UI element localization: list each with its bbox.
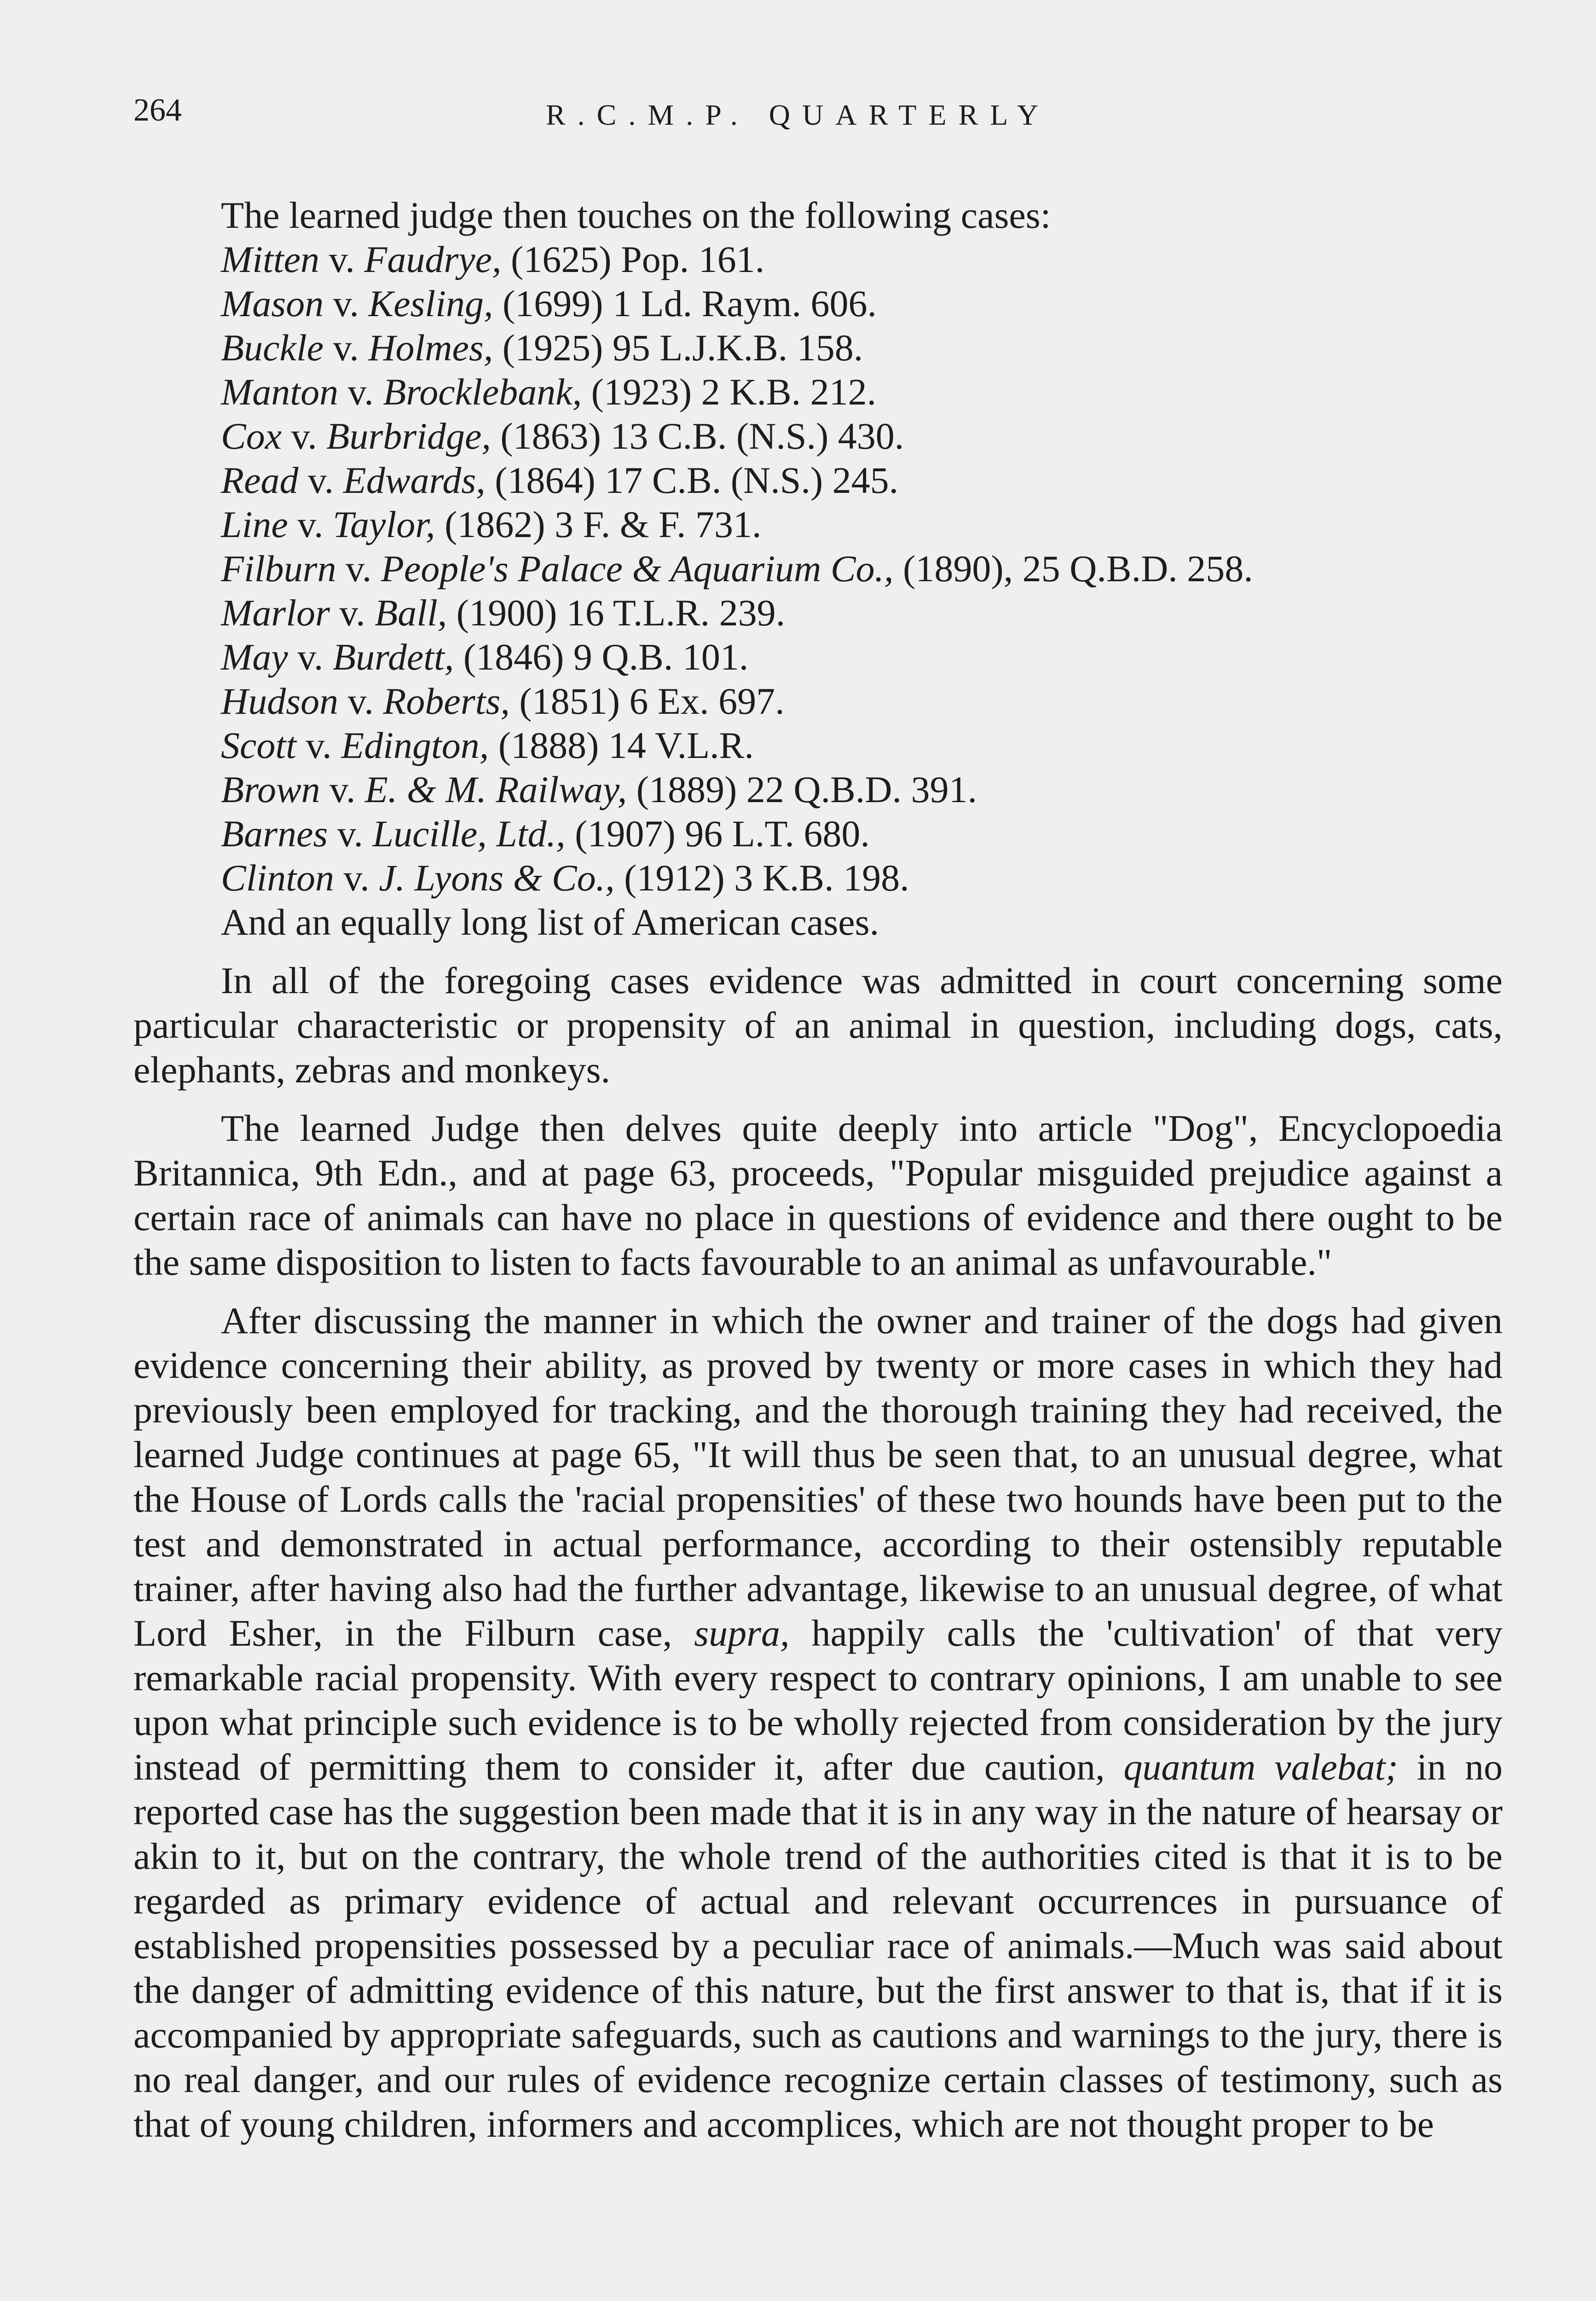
case-reference: (1864) 17 C.B. (N.S.) 245.: [485, 459, 899, 501]
case-party-plaintiff: Scott: [221, 724, 296, 766]
case-citation: [221, 723, 1503, 768]
italic-quantum-valebat: quantum valebat;: [1123, 1746, 1398, 1788]
case-party-plaintiff: Marlor: [221, 592, 330, 634]
case-party-defendant: Kesling,: [368, 283, 493, 324]
case-reference: (1890), 25 Q.B.D. 258.: [893, 548, 1253, 590]
case-party-defendant: Roberts,: [383, 680, 510, 722]
running-head: R.C.M.P. QUARTERLY: [545, 98, 1051, 131]
case-versus: v.: [338, 371, 383, 413]
case-list: [221, 237, 1503, 900]
case-citation: [221, 768, 1503, 812]
case-party-defendant: Edwards,: [343, 459, 486, 501]
case-reference: (1888) 14 V.L.R.: [489, 724, 754, 766]
case-party-plaintiff: Brown: [221, 769, 320, 810]
case-citation: [221, 458, 1503, 503]
case-party-defendant: Burdett,: [332, 636, 454, 678]
case-party-defendant: Taylor,: [332, 503, 435, 545]
case-party-plaintiff: Buckle: [221, 327, 324, 369]
paragraph-text: After discussing the manner in which the owner and trainer of the dogs had given evidence concerning their ability, as proved by twenty or more cases in which they had previously been employed for tracking, and the thorough training they had received, the learned Judge continues at page 65, "It will thus be seen that, to an unusual degree, what the House of Lords calls the 'racial propensities' of these two hounds have been put to the test and demonstrated in actual performance, according to their ostensibly reputable trainer, after having also had the further advantage, likewise to an unusual degree, of what Lord Esher, in the Filburn case,: [133, 1300, 1503, 1654]
paragraph-judge-discussion: [133, 1298, 1503, 2146]
italic-supra: supra,: [694, 1612, 790, 1654]
case-reference: (1863) 13 C.B. (N.S.) 430.: [491, 415, 904, 457]
case-party-plaintiff: Hudson: [221, 680, 339, 722]
case-party-plaintiff: Clinton: [221, 857, 335, 899]
case-versus: v.: [324, 327, 369, 369]
case-party-plaintiff: Mitten: [221, 238, 320, 280]
case-party-defendant: People's Palace & Aquarium Co.,: [381, 548, 894, 590]
paragraph-encyclopoedia-quote: The learned Judge then delves quite deeply into article "Dog", Encyclopoedia Britannica, 9th Edn., and at page 63, proceeds, "Popular misguided prejudice against a certain race of animals can have no place in questions of evidence and there ought to be the same disposition to listen to facts favourable to an animal as unfavourable.": [133, 1107, 1503, 1283]
case-party-plaintiff: Manton: [221, 371, 339, 413]
case-versus: v.: [338, 680, 383, 722]
case-reference: (1846) 9 Q.B. 101.: [454, 636, 749, 678]
case-versus: v.: [334, 857, 379, 899]
case-party-defendant: Lucille, Ltd.,: [372, 813, 566, 855]
case-citation: [221, 370, 1503, 414]
case-citation: [221, 326, 1503, 370]
page-number: 264: [133, 93, 182, 128]
case-citation: [221, 237, 1503, 282]
case-citation: [221, 503, 1503, 547]
case-versus: v.: [336, 548, 381, 590]
case-versus: v.: [324, 283, 369, 324]
case-reference: (1625) Pop. 161.: [501, 238, 765, 280]
case-citation: [221, 812, 1503, 856]
case-party-plaintiff: Filburn: [221, 548, 336, 590]
case-party-defendant: Edington,: [341, 724, 489, 766]
cases-intro: The learned judge then touches on the following cases:: [221, 194, 1051, 236]
case-versus: v.: [282, 415, 327, 457]
case-reference: (1912) 3 K.B. 198.: [614, 857, 909, 899]
case-versus: v.: [319, 238, 364, 280]
paragraph-foregoing-cases: In all of the foregoing cases evidence was admitted in court concerning some particular characteristic or propensity of an animal in question, including dogs, cats, elephants, zebras and monkeys.: [133, 960, 1503, 1091]
case-reference: (1889) 22 Q.B.D. 391.: [627, 769, 977, 810]
case-party-plaintiff: Cox: [221, 415, 282, 457]
case-party-defendant: Brocklebank,: [383, 371, 582, 413]
page-body: [133, 193, 1503, 2146]
case-citation: [221, 591, 1503, 635]
case-party-defendant: E. & M. Railway,: [364, 769, 627, 810]
case-reference: (1699) 1 Ld. Raym. 606.: [493, 283, 877, 324]
case-reference: (1925) 95 L.J.K.B. 158.: [493, 327, 863, 369]
paragraph-text: happily calls the 'cultivation' of that very remarkable racial propensity. With every respect to contrary opinions, I am unable to see upon what principle such evidence is to be wholly rejected from consideration by the jury instead of permitting them to consider it, after due caution,: [133, 1612, 1503, 1788]
case-reference: (1862) 3 F. & F. 731.: [435, 503, 762, 545]
case-versus: v.: [320, 769, 365, 810]
case-reference: (1851) 6 Ex. 697.: [509, 680, 785, 722]
case-versus: v.: [298, 459, 343, 501]
case-citation: [221, 282, 1503, 326]
case-versus: v.: [288, 503, 333, 545]
case-party-plaintiff: May: [221, 636, 288, 678]
case-citation: [221, 635, 1503, 679]
case-reference: (1900) 16 T.L.R. 239.: [447, 592, 786, 634]
case-reference: (1923) 2 K.B. 212.: [582, 371, 877, 413]
case-party-plaintiff: Barnes: [221, 813, 328, 855]
case-citation: [221, 414, 1503, 458]
case-versus: v.: [328, 813, 373, 855]
case-party-defendant: Faudrye,: [364, 238, 502, 280]
case-party-defendant: J. Lyons & Co.,: [379, 857, 615, 899]
case-citation: [221, 856, 1503, 900]
paragraph-text: in no reported case has the suggestion been made that it is in any way in the nature of hearsay or akin to it, but on the contrary, the whole trend of the authorities cited is that it is to be regarded as primary evidence of actual and relevant occurrences in pursuance of established propensities possessed by a peculiar race of animals.—Much was said about the danger of admitting evidence of this nature, but the first answer to that is, that if it is accompanied by appropriate safeguards, such as cautions and warnings to the jury, there is no real danger, and our rules of evidence recognize certain classes of testimony, such as that of young children, informers and accomplices, which are not thought proper to be: [133, 1746, 1503, 2145]
case-versus: v.: [330, 592, 375, 634]
case-party-defendant: Holmes,: [368, 327, 493, 369]
case-citation: [221, 547, 1503, 591]
case-versus: v.: [296, 724, 341, 766]
case-party-defendant: Burbridge,: [326, 415, 491, 457]
case-party-plaintiff: Read: [221, 459, 299, 501]
case-reference: (1907) 96 L.T. 680.: [565, 813, 870, 855]
cases-closing-line: And an equally long list of American cases.: [221, 901, 879, 943]
case-party-defendant: Ball,: [375, 592, 447, 634]
case-versus: v.: [288, 636, 333, 678]
case-citation: [221, 679, 1503, 723]
case-party-plaintiff: Line: [221, 503, 288, 545]
case-party-plaintiff: Mason: [221, 283, 324, 324]
